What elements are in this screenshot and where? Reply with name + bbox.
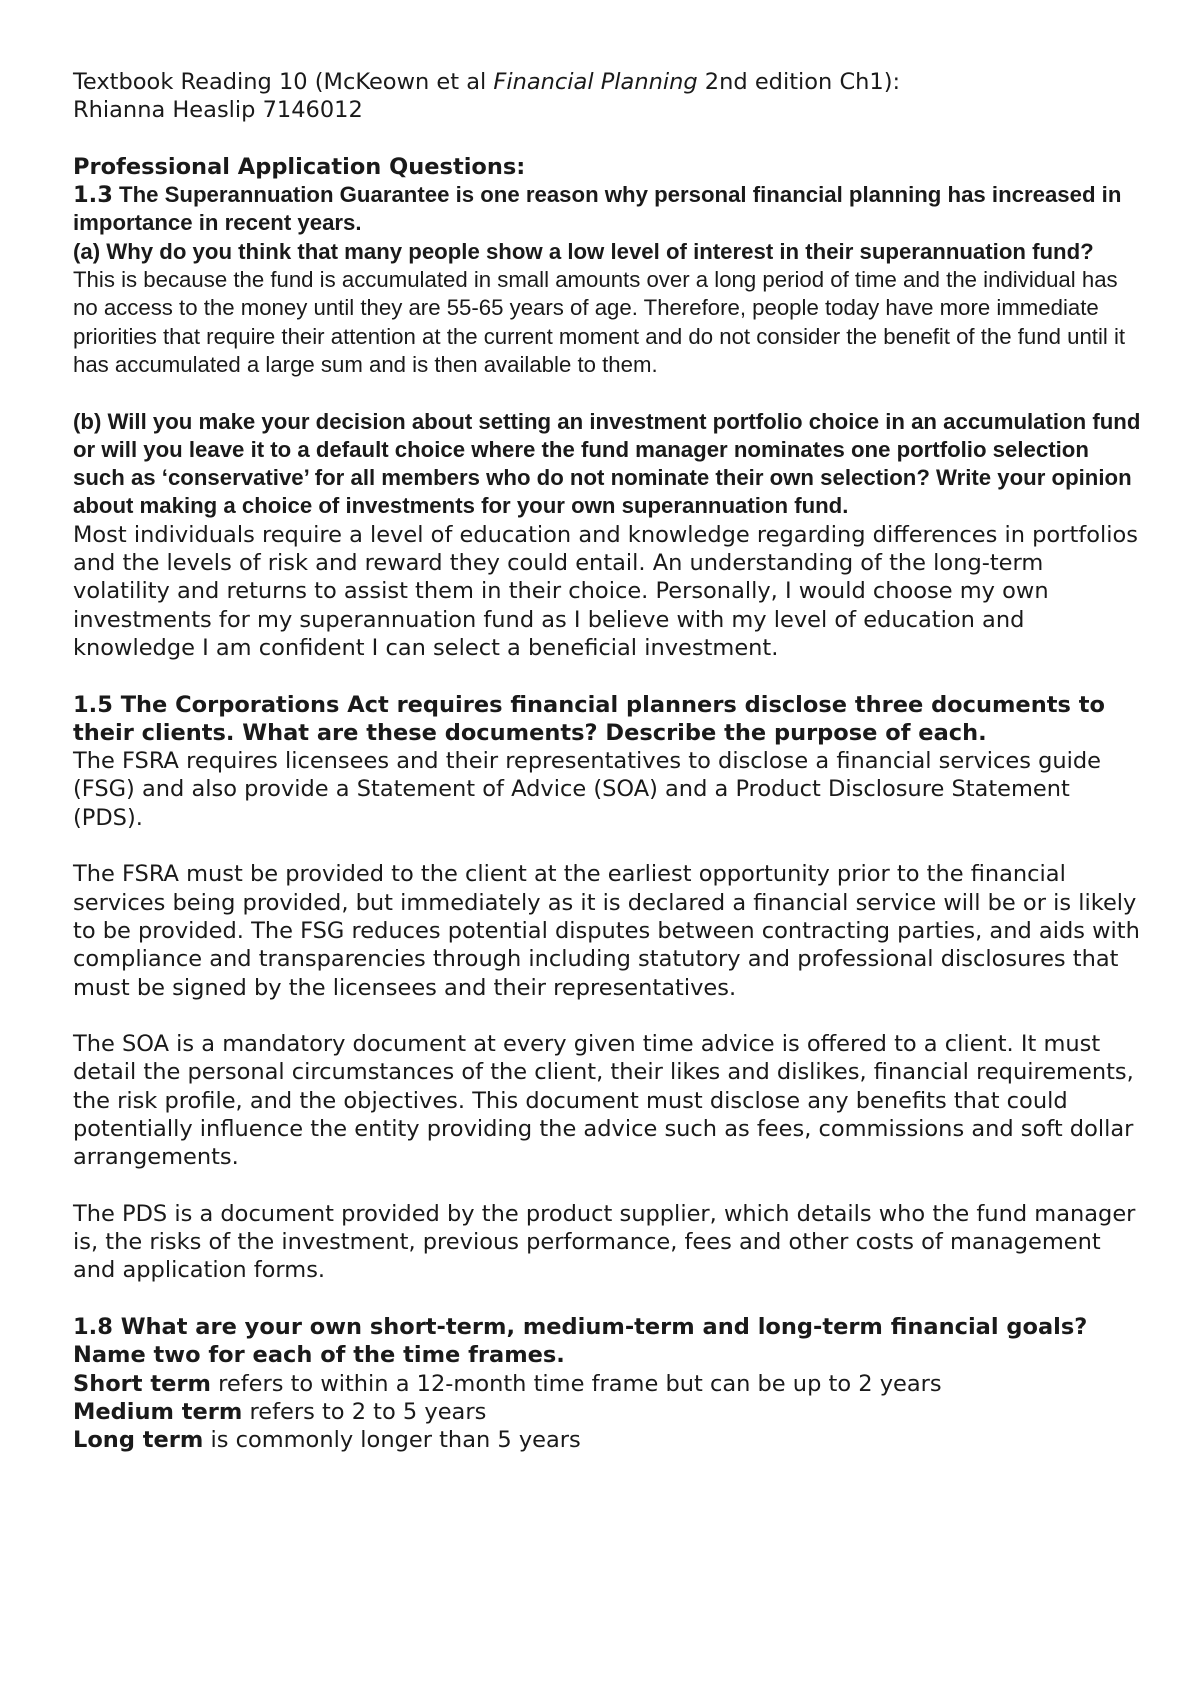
question-1-3-a: (a) Why do you think that many people show a low level of interest in their superannuation fund?: [73, 238, 1094, 264]
book-title: Financial Planning: [493, 69, 698, 95]
question-1-5: 1.5 The Corporations Act requires financial planners disclose three documents to their clients. What are these documents? Describe the purpose of each.: [73, 691, 1105, 746]
answer-1-3-a: This is because the fund is accumulated in small amounts over a long period of time and the individual has no access to the money until they are 55-65 years of age. Therefore, people today have more immediate priorities that require their attention at the current moment and do not consider the benefit of the fund until it has accumulated a large sum and is then available to them.: [73, 267, 1126, 377]
question-number: 1.3: [73, 182, 113, 209]
answer-1-3-b: Most individuals require a level of education and knowledge regarding differences in portfolios and the levels of risk and reward they could entail. An understanding of the long-term volatility and returns to assist them in their choice. Personally, I would choose my own investments for my superannuation fund as I believe with my level of education and knowledge I am confident I can select a beneficial investment.: [73, 521, 1138, 661]
document-page: [73, 68, 1143, 1455]
goal-short-term: Short term refers to within a 12-month time frame but can be up to 2 years: [73, 1370, 942, 1397]
document-title: Textbook Reading 10 (McKeown et al Financial Planning 2nd edition Ch1):: [73, 69, 901, 95]
question-1-3: 1.3 The Superannuation Guarantee is one reason why personal financial planning has increased in importance in recent years.: [73, 182, 1122, 236]
answer-1-5-pds: The PDS is a document provided by the product supplier, which details who the fund manager is, the risks of the investment, previous performance, fees and other costs of management and application forms.: [73, 1200, 1136, 1284]
author-line: Rhianna Heaslip 7146012: [73, 97, 363, 124]
answer-1-5-soa: The SOA is a mandatory document at every given time advice is offered to a client. It must detail the personal circumstances of the client, their likes and dislikes, financial requirements, the risk profile, and the objectives. This document must disclose any benefits that could potentially influence the entity providing the advice such as fees, commissions and soft dollar arrangements.: [73, 1031, 1134, 1171]
answer-1-5-fsg: The FSRA must be provided to the client at the earliest opportunity prior to the financial services being provided, but immediately as it is declared a financial service will be or is likely to be provided. The FSG reduces potential disputes between contracting parties, and aids with compliance and transparencies through including statutory and professional disclosures that must be signed by the licensees and their representatives.: [73, 861, 1140, 1001]
section-heading: Professional Application Questions:: [73, 153, 526, 180]
goal-long-term: Long term is commonly longer than 5 years: [73, 1427, 581, 1454]
question-1-8: 1.8 What are your own short-term, medium-term and long-term financial goals? Name two for each of the time frames.: [73, 1314, 1088, 1369]
goal-medium-term: Medium term refers to 2 to 5 years: [73, 1398, 487, 1425]
answer-1-5-intro: The FSRA requires licensees and their representatives to disclose a financial services guide (FSG) and also provide a Statement of Advice (SOA) and a Product Disclosure Statement (PDS).: [73, 748, 1102, 831]
question-1-3-b: (b) Will you make your decision about setting an investment portfolio choice in an accumulation fund or will you leave it to a default choice where the fund manager nominates one portfolio selection such as ‘conservative’ for all members who do not nominate their own selection? Write your opinion about making a choice of investments for your own superannuation fund.: [73, 408, 1141, 519]
